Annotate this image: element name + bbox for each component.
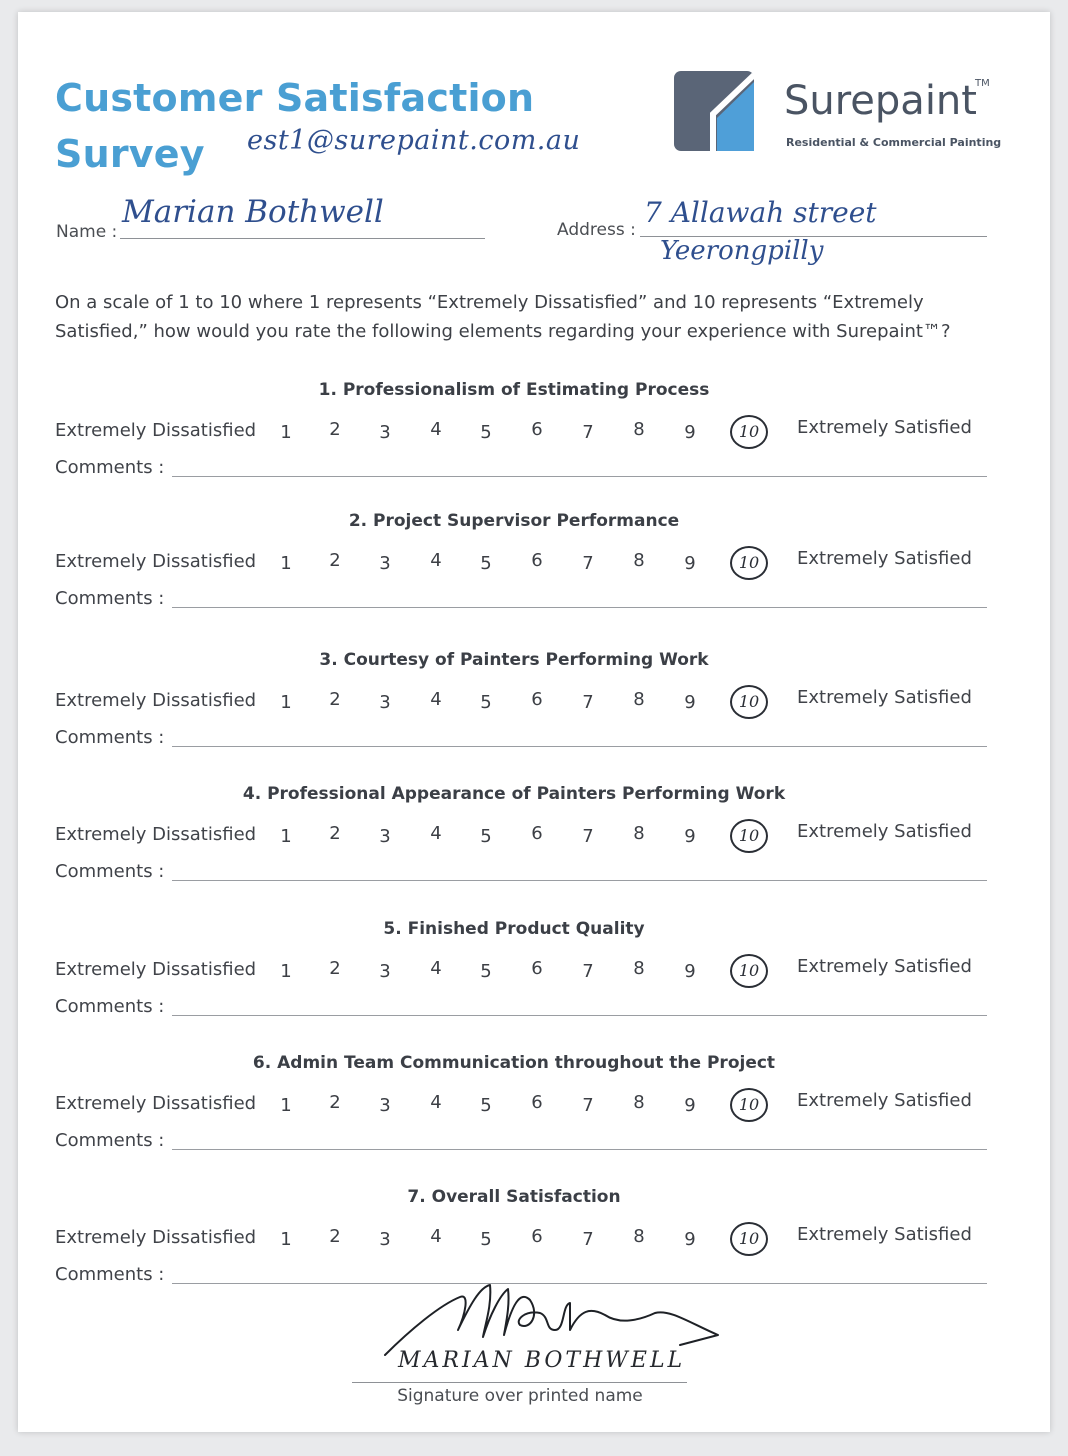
rating-option-3[interactable]: 3 <box>379 1229 391 1250</box>
rating-option-3[interactable]: 3 <box>379 692 391 713</box>
comments-label: Comments : <box>55 1264 165 1285</box>
rating-option-10[interactable]: 10 <box>730 546 768 580</box>
comments-label: Comments : <box>55 588 165 609</box>
name-label: Name : <box>56 222 118 242</box>
rating-option-6[interactable]: 6 <box>531 1226 543 1247</box>
rating-option-2[interactable]: 2 <box>329 823 341 844</box>
rating-scale-row <box>0 548 1068 591</box>
rating-option-9[interactable]: 9 <box>684 553 696 574</box>
rating-option-7[interactable]: 7 <box>582 1229 594 1250</box>
rating-option-4[interactable]: 4 <box>430 958 442 979</box>
name-value[interactable]: Marian Bothwell <box>122 194 384 230</box>
comments-label: Comments : <box>55 457 165 478</box>
rating-option-5[interactable]: 5 <box>480 961 492 982</box>
address-line-2[interactable]: Yeerongpilly <box>660 236 824 266</box>
rating-option-10[interactable]: 10 <box>730 415 768 449</box>
rating-option-3[interactable]: 3 <box>379 422 391 443</box>
intro-instructions: On a scale of 1 to 10 where 1 represents “Extremely Dissatisfied” and 10 represents “Extremely Satisfied,” how would you rate the following elements regarding your experience with Surepaint™? <box>55 292 951 342</box>
scale-right-label: Extremely Satisfied <box>797 1090 972 1111</box>
comments-label: Comments : <box>55 996 165 1017</box>
title-line-1: Customer Satisfaction <box>55 76 535 120</box>
surepaint-logo-icon <box>673 70 757 154</box>
rating-option-8[interactable]: 8 <box>633 689 645 710</box>
rating-option-2[interactable]: 2 <box>329 550 341 571</box>
rating-option-6[interactable]: 6 <box>531 419 543 440</box>
question-title: 3. Courtesy of Painters Performing Work <box>319 650 709 670</box>
rating-option-9[interactable]: 9 <box>684 826 696 847</box>
printed-name: MARIAN BOTHWELL <box>398 1348 686 1373</box>
rating-option-4[interactable]: 4 <box>430 823 442 844</box>
rating-option-6[interactable]: 6 <box>531 689 543 710</box>
rating-scale-row <box>0 821 1068 864</box>
scale-right-label: Extremely Satisfied <box>797 687 972 708</box>
scale-right-label: Extremely Satisfied <box>797 1224 972 1245</box>
rating-option-10[interactable]: 10 <box>730 1222 768 1256</box>
brand-name: Surepaint <box>784 78 977 124</box>
rating-option-1[interactable]: 1 <box>280 826 292 847</box>
rating-option-7[interactable]: 7 <box>582 1095 594 1116</box>
rating-option-2[interactable]: 2 <box>329 958 341 979</box>
rating-option-1[interactable]: 1 <box>280 1229 292 1250</box>
rating-option-1[interactable]: 1 <box>280 692 292 713</box>
rating-option-1[interactable]: 1 <box>280 1095 292 1116</box>
comments-field[interactable] <box>172 1149 987 1150</box>
rating-option-3[interactable]: 3 <box>379 553 391 574</box>
name-underline <box>120 238 485 239</box>
rating-scale-row <box>0 687 1068 730</box>
rating-option-9[interactable]: 9 <box>684 692 696 713</box>
rating-option-3[interactable]: 3 <box>379 826 391 847</box>
rating-option-9[interactable]: 9 <box>684 1095 696 1116</box>
rating-option-4[interactable]: 4 <box>430 1092 442 1113</box>
rating-option-2[interactable]: 2 <box>329 1226 341 1247</box>
rating-option-2[interactable]: 2 <box>329 1092 341 1113</box>
rating-option-5[interactable]: 5 <box>480 692 492 713</box>
rating-option-6[interactable]: 6 <box>531 550 543 571</box>
rating-option-1[interactable]: 1 <box>280 961 292 982</box>
comments-field[interactable] <box>172 607 987 608</box>
rating-option-6[interactable]: 6 <box>531 823 543 844</box>
comments-field[interactable] <box>172 880 987 881</box>
scale-right-label: Extremely Satisfied <box>797 821 972 842</box>
comments-field[interactable] <box>172 1015 987 1016</box>
rating-option-5[interactable]: 5 <box>480 826 492 847</box>
rating-option-6[interactable]: 6 <box>531 1092 543 1113</box>
comments-label: Comments : <box>55 727 165 748</box>
title-line-2: Survey <box>55 132 205 176</box>
scale-left-label: Extremely Dissatisfied <box>55 1227 257 1248</box>
rating-option-10[interactable]: 10 <box>730 819 768 853</box>
scale-right-label: Extremely Satisfied <box>797 417 972 438</box>
signature-line <box>352 1382 687 1383</box>
rating-option-3[interactable]: 3 <box>379 1095 391 1116</box>
rating-option-8[interactable]: 8 <box>633 823 645 844</box>
question-title: 5. Finished Product Quality <box>383 919 645 939</box>
rating-option-5[interactable]: 5 <box>480 553 492 574</box>
rating-option-9[interactable]: 9 <box>684 422 696 443</box>
rating-option-5[interactable]: 5 <box>480 1229 492 1250</box>
rating-option-7[interactable]: 7 <box>582 553 594 574</box>
scale-left-label: Extremely Dissatisfied <box>55 420 257 441</box>
comments-label: Comments : <box>55 1130 165 1151</box>
scale-left-label: Extremely Dissatisfied <box>55 959 257 980</box>
rating-option-1[interactable]: 1 <box>280 422 292 443</box>
rating-option-1[interactable]: 1 <box>280 553 292 574</box>
brand-tagline: Residential & Commercial Painting <box>786 136 1002 149</box>
rating-scale-row <box>0 1224 1068 1267</box>
question-title: 6. Admin Team Communication throughout the Project <box>252 1053 776 1073</box>
rating-option-3[interactable]: 3 <box>379 961 391 982</box>
rating-option-4[interactable]: 4 <box>430 419 442 440</box>
scale-left-label: Extremely Dissatisfied <box>55 1093 257 1114</box>
address-line-1[interactable]: 7 Allawah street <box>644 196 877 229</box>
rating-option-4[interactable]: 4 <box>430 1226 442 1247</box>
handwritten-email: est1@surepaint.com.au <box>247 125 581 156</box>
rating-option-2[interactable]: 2 <box>329 689 341 710</box>
rating-option-10[interactable]: 10 <box>730 1088 768 1122</box>
scale-left-label: Extremely Dissatisfied <box>55 824 257 845</box>
rating-option-2[interactable]: 2 <box>329 419 341 440</box>
rating-option-8[interactable]: 8 <box>633 958 645 979</box>
rating-option-8[interactable]: 8 <box>633 1092 645 1113</box>
question-title: 1. Professionalism of Estimating Process <box>318 380 710 400</box>
rating-option-6[interactable]: 6 <box>531 958 543 979</box>
rating-option-8[interactable]: 8 <box>633 419 645 440</box>
rating-option-9[interactable]: 9 <box>684 1229 696 1250</box>
rating-option-4[interactable]: 4 <box>430 550 442 571</box>
signature-caption: Signature over printed name <box>397 1386 643 1406</box>
rating-option-7[interactable]: 7 <box>582 692 594 713</box>
rating-option-10[interactable]: 10 <box>730 685 768 719</box>
rating-option-5[interactable]: 5 <box>480 422 492 443</box>
rating-option-7[interactable]: 7 <box>582 961 594 982</box>
scale-right-label: Extremely Satisfied <box>797 956 972 977</box>
rating-option-8[interactable]: 8 <box>633 1226 645 1247</box>
address-underline <box>640 236 987 237</box>
rating-option-9[interactable]: 9 <box>684 961 696 982</box>
question-title: 7. Overall Satisfaction <box>407 1187 621 1207</box>
rating-scale-row <box>0 1090 1068 1133</box>
scale-right-label: Extremely Satisfied <box>797 548 972 569</box>
comments-field[interactable] <box>172 476 987 477</box>
rating-scale-row <box>0 417 1068 460</box>
question-title: 2. Project Supervisor Performance <box>348 511 680 531</box>
question-title: 4. Professional Appearance of Painters Performing Work <box>242 784 786 804</box>
rating-option-7[interactable]: 7 <box>582 422 594 443</box>
scale-left-label: Extremely Dissatisfied <box>55 551 257 572</box>
comments-field[interactable] <box>172 746 987 747</box>
rating-scale-row <box>0 956 1068 999</box>
rating-option-4[interactable]: 4 <box>430 689 442 710</box>
brand-trademark: TM <box>975 78 990 89</box>
rating-option-10[interactable]: 10 <box>730 954 768 988</box>
rating-option-7[interactable]: 7 <box>582 826 594 847</box>
rating-option-8[interactable]: 8 <box>633 550 645 571</box>
address-label: Address : <box>557 220 636 240</box>
scale-left-label: Extremely Dissatisfied <box>55 690 257 711</box>
comments-label: Comments : <box>55 861 165 882</box>
rating-option-5[interactable]: 5 <box>480 1095 492 1116</box>
